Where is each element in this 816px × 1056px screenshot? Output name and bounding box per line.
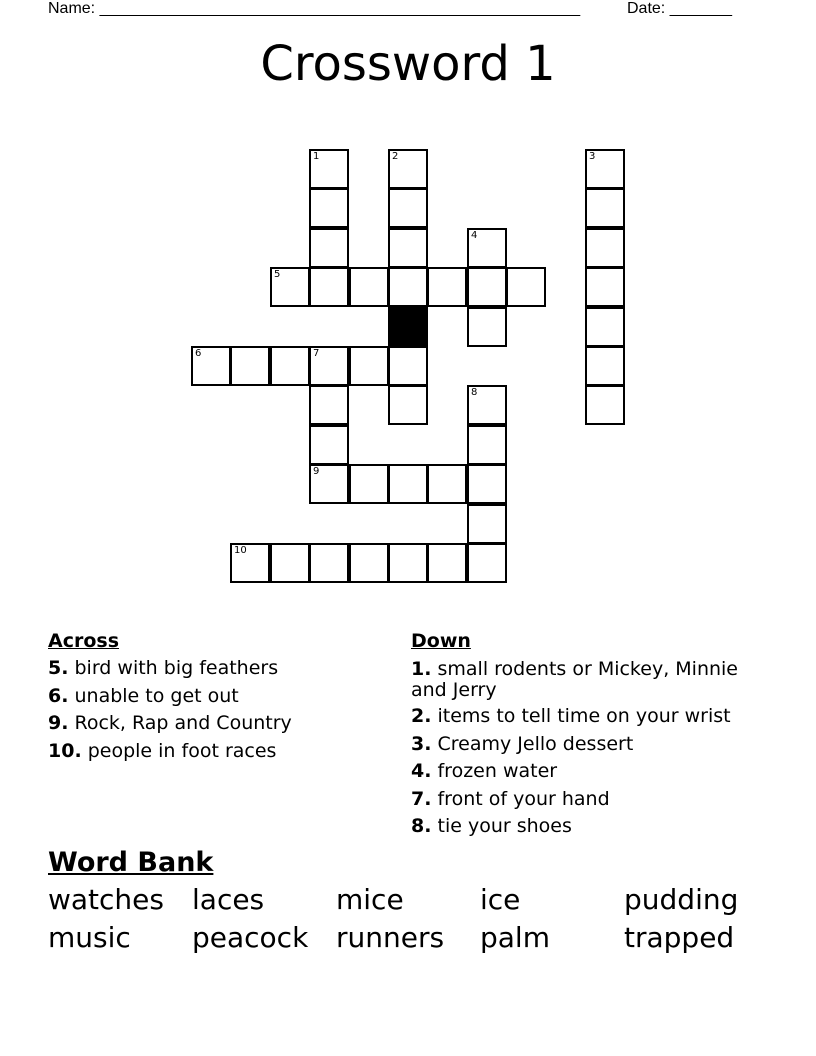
crossword-cell[interactable] — [427, 543, 467, 583]
crossword-cell[interactable] — [427, 464, 467, 504]
crossword-cell[interactable] — [349, 267, 389, 307]
clue-number-label: 1 — [313, 151, 320, 162]
crossword-cell[interactable] — [585, 228, 625, 268]
crossword-cell[interactable] — [388, 149, 428, 189]
clue-number: 7. — [411, 787, 432, 810]
clue-number-label: 6 — [195, 348, 202, 359]
across-clues — [48, 628, 378, 765]
clue-number-label: 2 — [392, 151, 399, 162]
across-clue — [48, 655, 378, 683]
clue-text: Rock, Rap and Country — [68, 712, 292, 734]
word-bank-word: music — [48, 921, 131, 954]
crossword-cell[interactable] — [309, 385, 349, 425]
crossword-cell[interactable] — [467, 464, 507, 504]
clue-text: front of your hand — [431, 787, 610, 810]
down-heading: Down — [411, 630, 471, 652]
clue-text: small rodents or Mickey, Minnie and Jerry — [411, 658, 738, 701]
crossword-cell[interactable] — [467, 228, 507, 268]
word-bank-word: watches — [48, 883, 164, 916]
word-bank-word: palm — [480, 921, 550, 954]
clue-text: items to tell time on your wrist — [431, 705, 731, 727]
crossword-cell[interactable] — [230, 543, 270, 583]
across-heading: Across — [48, 630, 120, 652]
crossword-cell[interactable] — [585, 149, 625, 189]
crossword-cell[interactable] — [349, 543, 389, 583]
crossword-cell[interactable] — [388, 464, 428, 504]
down-clue — [411, 758, 771, 786]
crossword-cell[interactable] — [191, 346, 231, 386]
crossword-cell[interactable] — [506, 267, 546, 307]
clue-number: 10. — [48, 739, 82, 762]
clue-number-label: 10 — [234, 545, 247, 556]
clue-number: 2. — [411, 705, 432, 727]
crossword-cell[interactable] — [585, 346, 625, 386]
name-line: Name: ______________________________________________________ — [48, 0, 581, 17]
crossword-cell[interactable] — [388, 346, 428, 386]
crossword-cell[interactable] — [349, 346, 389, 386]
crossword-cell[interactable] — [270, 267, 310, 307]
crossword-cell[interactable] — [388, 385, 428, 425]
crossword-cell[interactable] — [309, 543, 349, 583]
crossword-cell[interactable] — [467, 267, 507, 307]
down-clues — [411, 628, 771, 841]
clue-number-label: 5 — [274, 269, 281, 280]
across-clue — [48, 710, 378, 738]
crossword-cell[interactable] — [309, 464, 349, 504]
crossword-cell[interactable] — [270, 346, 310, 386]
date-line: Date: _______ — [627, 0, 732, 17]
word-bank-title: Word Bank — [48, 847, 214, 878]
clue-number-label: 9 — [313, 466, 320, 477]
page-title: Crossword 1 — [260, 36, 556, 92]
clue-text: people in foot races — [81, 739, 277, 762]
crossword-cell[interactable] — [388, 188, 428, 228]
crossword-cell[interactable] — [467, 543, 507, 583]
crossword-cell[interactable] — [230, 346, 270, 386]
crossword-cell[interactable] — [309, 267, 349, 307]
down-clue — [411, 813, 771, 841]
crossword-cell[interactable] — [585, 188, 625, 228]
crossword-cell[interactable] — [388, 267, 428, 307]
clue-text: frozen water — [431, 760, 558, 782]
clue-number-label: 3 — [589, 151, 596, 162]
crossword-cell[interactable] — [467, 307, 507, 347]
across-clue — [48, 683, 378, 711]
crossword-cell[interactable] — [585, 385, 625, 425]
word-bank-word: pudding — [624, 883, 739, 916]
word-bank-word: runners — [336, 921, 445, 954]
crossword-cell[interactable] — [388, 228, 428, 268]
crossword-cell[interactable] — [467, 504, 507, 544]
clue-text: unable to get out — [68, 684, 239, 707]
crossword-cell[interactable] — [585, 307, 625, 347]
down-clue — [411, 786, 771, 814]
clue-number: 3. — [411, 732, 432, 755]
clue-text: Creamy Jello dessert — [431, 732, 634, 755]
clue-number: 5. — [48, 657, 69, 679]
clue-number: 4. — [411, 760, 432, 782]
word-bank-word: laces — [192, 883, 265, 916]
crossword-cell[interactable] — [585, 267, 625, 307]
down-clue — [411, 703, 771, 731]
crossword-cell[interactable] — [467, 425, 507, 465]
crossword-cell[interactable] — [388, 543, 428, 583]
across-clue — [48, 738, 378, 766]
down-clue — [411, 731, 771, 759]
crossword-cell[interactable] — [467, 385, 507, 425]
clue-number: 8. — [411, 815, 432, 837]
crossword-cell[interactable] — [309, 149, 349, 189]
word-bank-word: trapped — [624, 921, 735, 954]
clue-number-label: 8 — [471, 387, 478, 398]
clue-text: bird with big feathers — [68, 657, 279, 679]
crossword-cell[interactable] — [427, 267, 467, 307]
clue-number: 9. — [48, 712, 69, 734]
clue-number: 6. — [48, 684, 69, 707]
crossword-cell[interactable] — [309, 346, 349, 386]
down-clue — [411, 659, 771, 701]
clue-number-label: 4 — [471, 230, 478, 241]
crossword-cell[interactable] — [309, 188, 349, 228]
word-bank-word: mice — [336, 883, 404, 916]
crossword-cell[interactable] — [349, 464, 389, 504]
word-bank-word: peacock — [192, 921, 309, 954]
word-bank-word: ice — [480, 883, 521, 916]
clue-text: tie your shoes — [431, 815, 572, 837]
clue-number-label: 7 — [313, 348, 320, 359]
clue-number: 1. — [411, 658, 432, 680]
crossword-cell[interactable] — [309, 425, 349, 465]
crossword-black-cell — [388, 307, 428, 347]
crossword-cell[interactable] — [309, 228, 349, 268]
crossword-cell[interactable] — [270, 543, 310, 583]
